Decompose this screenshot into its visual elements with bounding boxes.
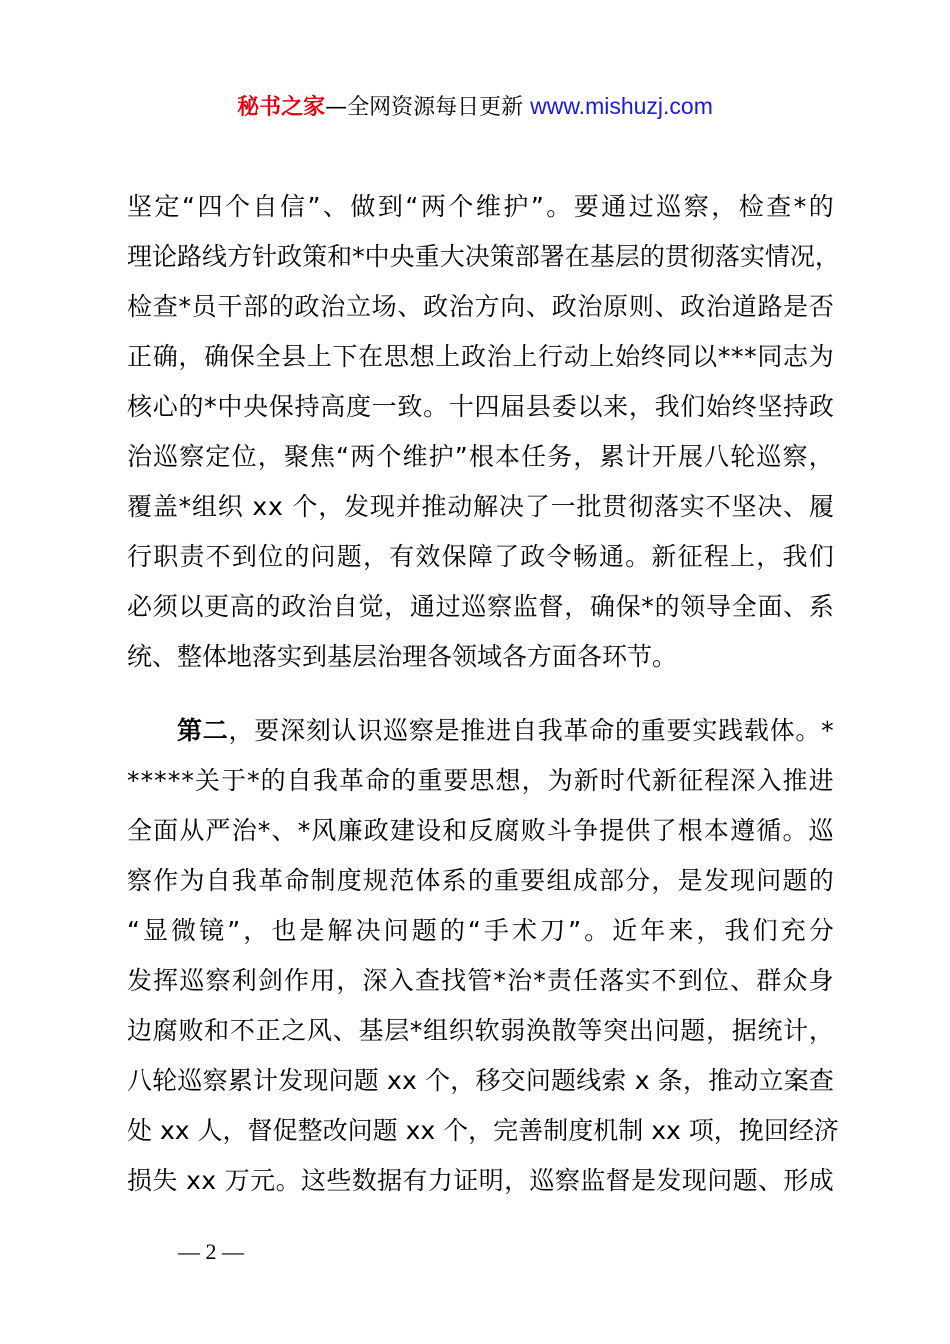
text-line: 覆 盖 * 组 织 x x 个 ， 发 现 并 推 动 解 决 了 一 批 贯 彻 落 实 不 坚 决 、 履 — [127, 492, 834, 521]
text-line: 治 巡 察 定 位 ， 聚 焦 “ 两 个 维 护 ” 根 本 任 务 ， 累 计 开 展 八 轮 巡 察 ， — [127, 442, 834, 471]
text-line: 损 失 x x 万 元 。 这 些 数 据 有 力 证 明 ， 巡 察 监 督 是 发 现 问 题 、 形 成 — [127, 1166, 834, 1195]
page-header — [0, 86, 950, 128]
text-line: 边 腐 败 和 不 正 之 风 、 基 层 * 组 织 软 弱 涣 散 等 突 出 问 题 ， 据 统 计 ， — [127, 1016, 834, 1045]
text-line: 核 心 的 * 中 央 保 持 高 度 一 致 。 十 四 届 县 委 以 来 ， 我 们 始 终 坚 持 政 — [127, 392, 834, 421]
text-line: 发 挥 巡 察 利 剑 作 用 ， 深 入 查 找 管 * 治 * 责 任 落 实 不 到 位 、 群 众 身 — [127, 966, 834, 995]
document-body — [127, 182, 840, 1206]
page-number: — 2 — — [178, 1239, 244, 1264]
text-line: 统、整体地落实到基层治理各领域各方面各环节。 — [127, 642, 678, 671]
text-line: 察 作 为 自 我 革 命 制 度 规 范 体 系 的 重 要 组 成 部 分 ， 是 发 现 问 题 的 — [127, 866, 834, 895]
text-line: 正 确 ， 确 保 全 县 上 下 在 思 想 上 政 治 上 行 动 上 始 终 同 以 * * * 同 志 为 — [127, 342, 834, 371]
text-line: 全 面 从 严 治 * 、 * 风 廉 政 建 设 和 反 腐 败 斗 争 提 供 了 根 本 遵 循 。 巡 — [127, 816, 834, 845]
text-line: “ 显 微 镜 ” ， 也 是 解 决 问 题 的 “ 手 术 刀 ” 。 近 年 来 ， 我 们 充 分 — [127, 916, 834, 945]
paragraph-2 — [127, 706, 839, 1206]
text-line: 检 查 * 员 干 部 的 政 治 立 场 、 政 治 方 向 、 政 治 原 则 、 政 治 道 路 是 否 — [127, 292, 834, 321]
paragraph-1 — [127, 182, 840, 682]
paragraph-2-first-line: 第 二 ， 要 深 刻 认 识 巡 察 是 推 进 自 我 革 命 的 重 要 实 践 载 体 。 * — [177, 716, 834, 745]
site-slogan: —全网资源每日更新 — [325, 95, 524, 120]
site-brand: 秘书之家 — [237, 95, 326, 120]
text-line: 理 论 路 线 方 针 政 策 和 * 中 央 重 大 决 策 部 署 在 基 层 的 贯 彻 落 实 情 况 ， — [127, 242, 840, 271]
site-url-link[interactable]: www.mishuzj.com — [530, 93, 713, 119]
text-line: * * * * * 关 于 * 的 自 我 革 命 的 重 要 思 想 ， 为 新 时 代 新 征 程 深 入 推 进 — [127, 766, 834, 795]
text-line: 行 职 责 不 到 位 的 问 题 ， 有 效 保 障 了 政 令 畅 通 。 新 征 程 上 ， 我 们 — [127, 542, 834, 571]
text-line: 处 x x 人 ， 督 促 整 改 问 题 x x 个 ， 完 善 制 度 机 制 x x 项 ， 挽 回 经 济 — [127, 1116, 839, 1145]
text-line: 坚 定 “ 四 个 自 信 ” 、 做 到 “ 两 个 维 护 ” 。 要 通 过 巡 察 ， 检 查 * 的 — [127, 192, 834, 221]
text-line: 八 轮 巡 察 累 计 发 现 问 题 x x 个 ， 移 交 问 题 线 索 x 条 ， 推 动 立 案 查 — [127, 1066, 834, 1095]
text-line: 必 须 以 更 高 的 政 治 自 觉 ， 通 过 巡 察 监 督 ， 确 保 * 的 领 导 全 面 、 系 — [127, 592, 834, 621]
